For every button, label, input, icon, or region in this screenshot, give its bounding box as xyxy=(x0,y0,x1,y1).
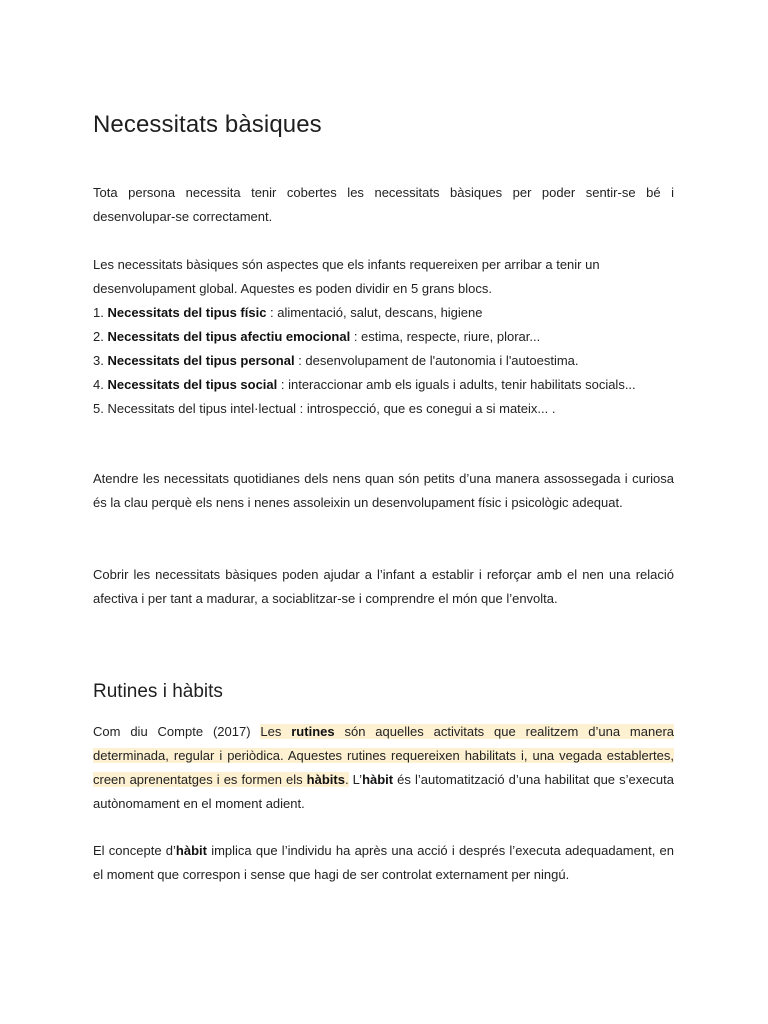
needs-list xyxy=(93,301,674,421)
list-item: 5. Necessitats del tipus intel·lectual : introspecció, que es conegui a si mateix... . xyxy=(93,401,556,416)
rutines-paragraph-2: El concepte d’hàbit implica que l’individu ha après una acció i després l’executa adequadament, en el moment que correspon i sense que hagi de ser controlat externament per ningú. xyxy=(93,843,674,882)
section-title-rutines: Rutines i hàbits xyxy=(93,681,223,702)
paragraph-4: Cobrir les necessitats bàsiques poden ajudar a l’infant a establir i reforçar amb el nen una relació afectiva i per tant a madurar, a sociablitzar-se i comprendre el món que l’envolta. xyxy=(93,567,674,606)
page-title: Necessitats bàsiques xyxy=(93,111,322,138)
list-item: 3. Necessitats del tipus personal : desenvolupament de l'autonomia i l'autoestima. xyxy=(93,353,579,368)
intro-paragraph-1: Tota persona necessita tenir cobertes les necessitats bàsiques per poder sentir-se bé i desenvolupar-se correctament. xyxy=(93,185,674,224)
list-item: 2. Necessitats del tipus afectiu emocional : estima, respecte, riure, plorar... xyxy=(93,329,541,344)
highlighted-text: Les rutines són aquelles activitats que realitzem d’una manera determinada, regular i periòdica. Aquestes rutines requereixen habilitats i, una vegada establertes, creen aprenentatges i es formen els hàbits. xyxy=(93,724,674,787)
needs-section xyxy=(93,253,674,421)
rutines-paragraph-1: Com diu Compte (2017) Les rutines són aquelles activitats que realitzem d’una manera determinada, regular i periòdica. Aquestes rutines requereixen habilitats i, una vegada establertes, creen aprenentatges i es formen els hàbits. L’hàbit és l’automatització d’una habilitat que s’executa autònomament en el moment adient. xyxy=(93,724,675,811)
list-item: 1. Necessitats del tipus físic : alimentació, salut, descans, higiene xyxy=(93,305,483,320)
list-item: 4. Necessitats del tipus social : interaccionar amb els iguals i adults, tenir habilitats socials... xyxy=(93,377,636,392)
intro-paragraph-2: Les necessitats bàsiques són aspectes que els infants requereixen per arribar a tenir un desenvolupament global. Aquestes es poden dividir en 5 grans blocs. xyxy=(93,257,600,296)
paragraph-3: Atendre les necessitats quotidianes dels nens quan són petits d’una manera assossegada i curiosa és la clau perquè els nens i nenes assoleixin un desenvolupament físic i psicològic adequat. xyxy=(93,471,674,510)
